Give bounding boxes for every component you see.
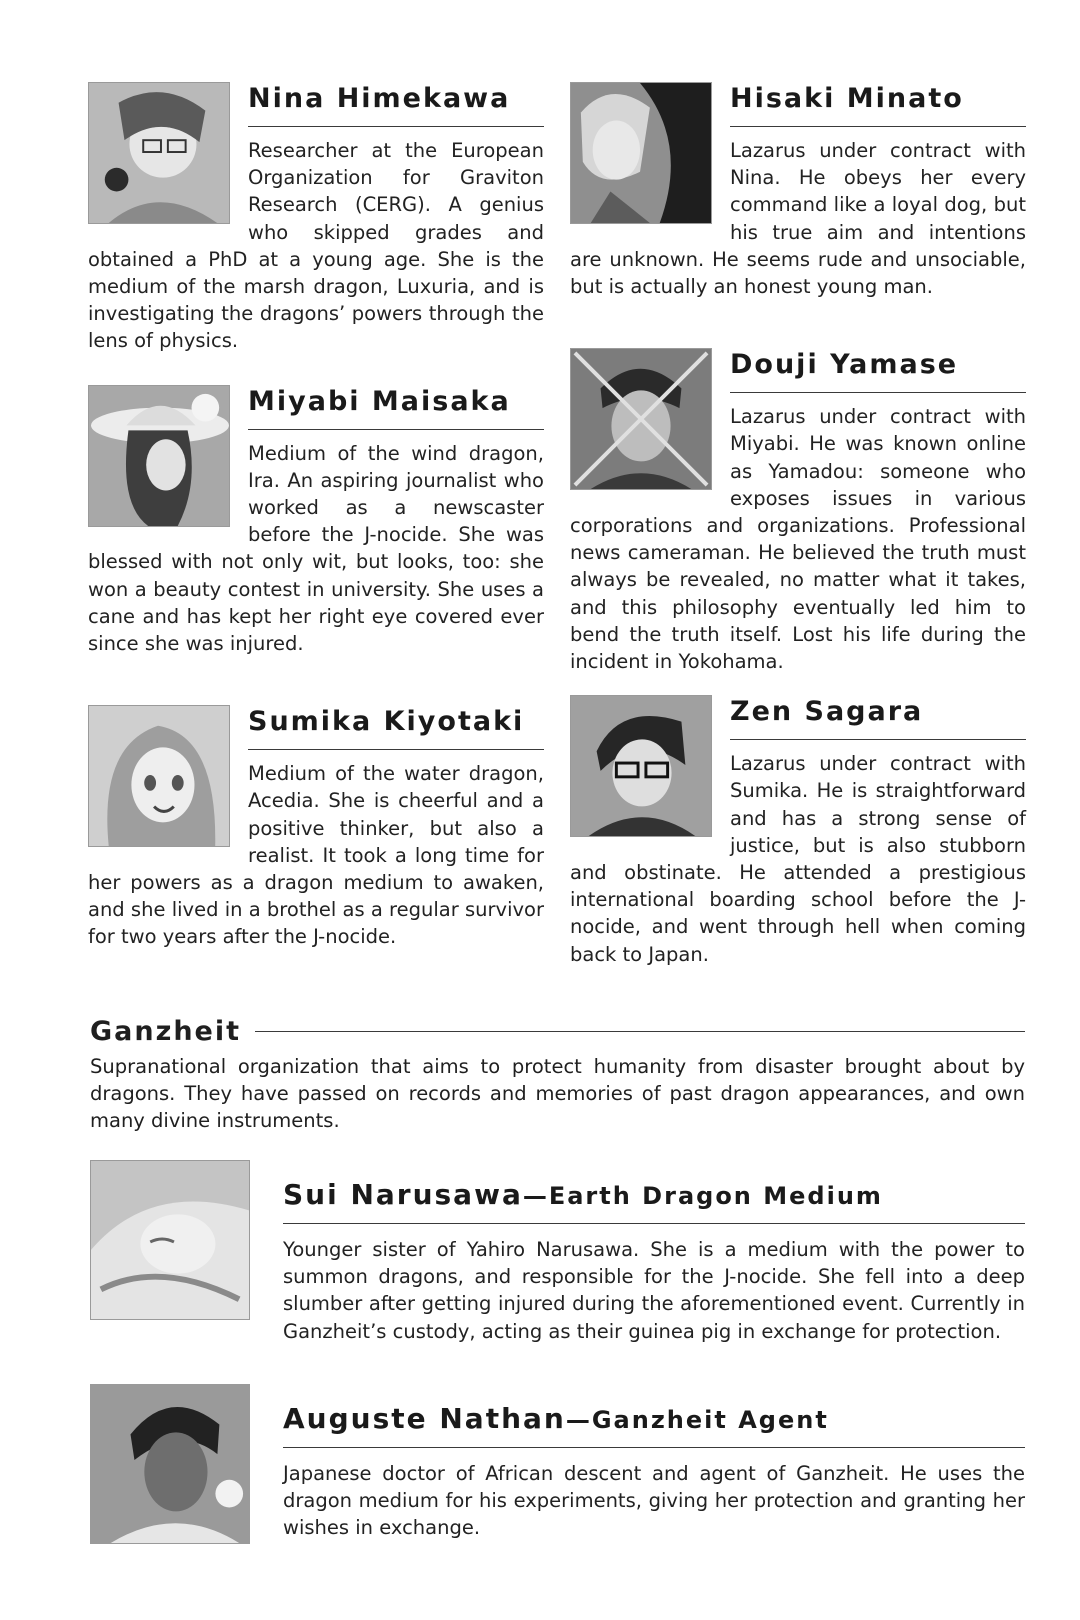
name-rule bbox=[283, 1447, 1025, 1448]
name-rule bbox=[248, 429, 544, 430]
right-column bbox=[570, 68, 1026, 968]
character-name: Nina Himekawa bbox=[248, 83, 511, 114]
member-role: —Earth Dragon Medium bbox=[522, 1182, 883, 1210]
section-rule bbox=[255, 1031, 1025, 1032]
name-rule bbox=[730, 739, 1026, 740]
member-name: Sui Narusawa bbox=[283, 1178, 523, 1211]
character-description: Researcher at the European Organization for Graviton Research (CERG). A genius who skipped grades and obtained a PhD at a young age. She is the medium of the marsh dragon, Luxuria, and is investigating the dragons’ powers through the lens of physics. bbox=[88, 139, 544, 353]
portrait-douji bbox=[570, 348, 712, 490]
member-name: Auguste Nathan bbox=[283, 1402, 566, 1435]
left-column bbox=[88, 68, 544, 951]
member-description: Younger sister of Yahiro Narusawa. She is a medium with the power to summon dragons, and responsible for the J-nocide. She fell into a deep slumber after getting injured during the aforementioned event. Currently in Ganzheit’s custody, acting as their guinea pig in exchange for protection. bbox=[283, 1238, 1025, 1343]
member-entry-auguste bbox=[90, 1384, 1025, 1544]
name-rule bbox=[730, 126, 1026, 127]
member-entry-sui bbox=[90, 1160, 1025, 1343]
portrait-sumika bbox=[88, 705, 230, 847]
character-entry-sumika bbox=[88, 705, 544, 950]
member-role: —Ganzheit Agent bbox=[565, 1406, 829, 1434]
character-entry-zen bbox=[570, 695, 1026, 968]
name-rule bbox=[248, 749, 544, 750]
ganzheit-section bbox=[90, 1016, 1025, 1134]
section-description: Supranational organization that aims to protect humanity from disaster brought about by dragons. They have passed on records and memories of past dragon appearances, and own many divine instruments. bbox=[90, 1055, 1025, 1132]
portrait-hisaki bbox=[570, 82, 712, 224]
character-entry-nina bbox=[88, 82, 544, 355]
section-title: Ganzheit bbox=[90, 1016, 242, 1047]
portrait-sui bbox=[90, 1160, 250, 1320]
character-description: Lazarus under contract with Miyabi. He was known online as Yamadou: someone who exposes issues in various corporations and organizations. Professional news cameraman. He believed the truth must always be revealed, no matter what it takes, and this philosophy eventually led him to bend the truth itself. Lost his life during the incident in Yokohama. bbox=[570, 405, 1026, 674]
character-entry-miyabi bbox=[88, 385, 544, 658]
character-description: Lazarus under contract with Sumika. He is straightforward and has a strong sense of justice, but is also stubborn and obstinate. He attended a prestigious international boarding school before the J-nocide, and went through hell when coming back to Japan. bbox=[570, 752, 1026, 966]
character-entry-hisaki bbox=[570, 82, 1026, 300]
character-description: Medium of the water dragon, Acedia. She is cheerful and a positive thinker, but also a realist. It took a long time for her powers as a dragon medium to awaken, and she lived in a brothel as a regular survivor for two years after the J-nocide. bbox=[88, 762, 544, 949]
character-entry-douji bbox=[570, 348, 1026, 675]
portrait-nina bbox=[88, 82, 230, 224]
name-rule bbox=[248, 126, 544, 127]
member-heading bbox=[283, 1402, 1025, 1437]
character-name: Zen Sagara bbox=[730, 696, 924, 728]
member-body bbox=[283, 1384, 1025, 1542]
member-body bbox=[283, 1160, 1025, 1345]
character-name: Sumika Kiyotaki bbox=[248, 706, 525, 738]
character-name: Hisaki Minato bbox=[730, 83, 964, 114]
name-rule bbox=[730, 392, 1026, 393]
portrait-miyabi bbox=[88, 385, 230, 527]
character-name: Miyabi Maisaka bbox=[248, 385, 511, 417]
portrait-zen bbox=[570, 695, 712, 837]
portrait-auguste bbox=[90, 1384, 250, 1544]
section-header bbox=[90, 1016, 1025, 1047]
name-rule bbox=[283, 1223, 1025, 1224]
member-heading bbox=[283, 1178, 1025, 1213]
character-description: Medium of the wind dragon, Ira. An aspiring journalist who worked as a newscaster before the J-nocide. She was blessed with not only wit, but looks, too: she won a beauty contest in university. She uses a cane and has kept her right eye covered ever since she was injured. bbox=[88, 441, 544, 656]
character-description: Lazarus under contract with Nina. He obeys her every command like a loyal dog, but his true aim and intentions are unknown. He seems rude and unsociable, but is actually an honest young man. bbox=[570, 139, 1026, 299]
member-description: Japanese doctor of African descent and agent of Ganzheit. He uses the dragon medium for his experiments, giving her protection and granting her wishes in exchange. bbox=[283, 1462, 1025, 1540]
character-name: Douji Yamase bbox=[730, 349, 959, 381]
